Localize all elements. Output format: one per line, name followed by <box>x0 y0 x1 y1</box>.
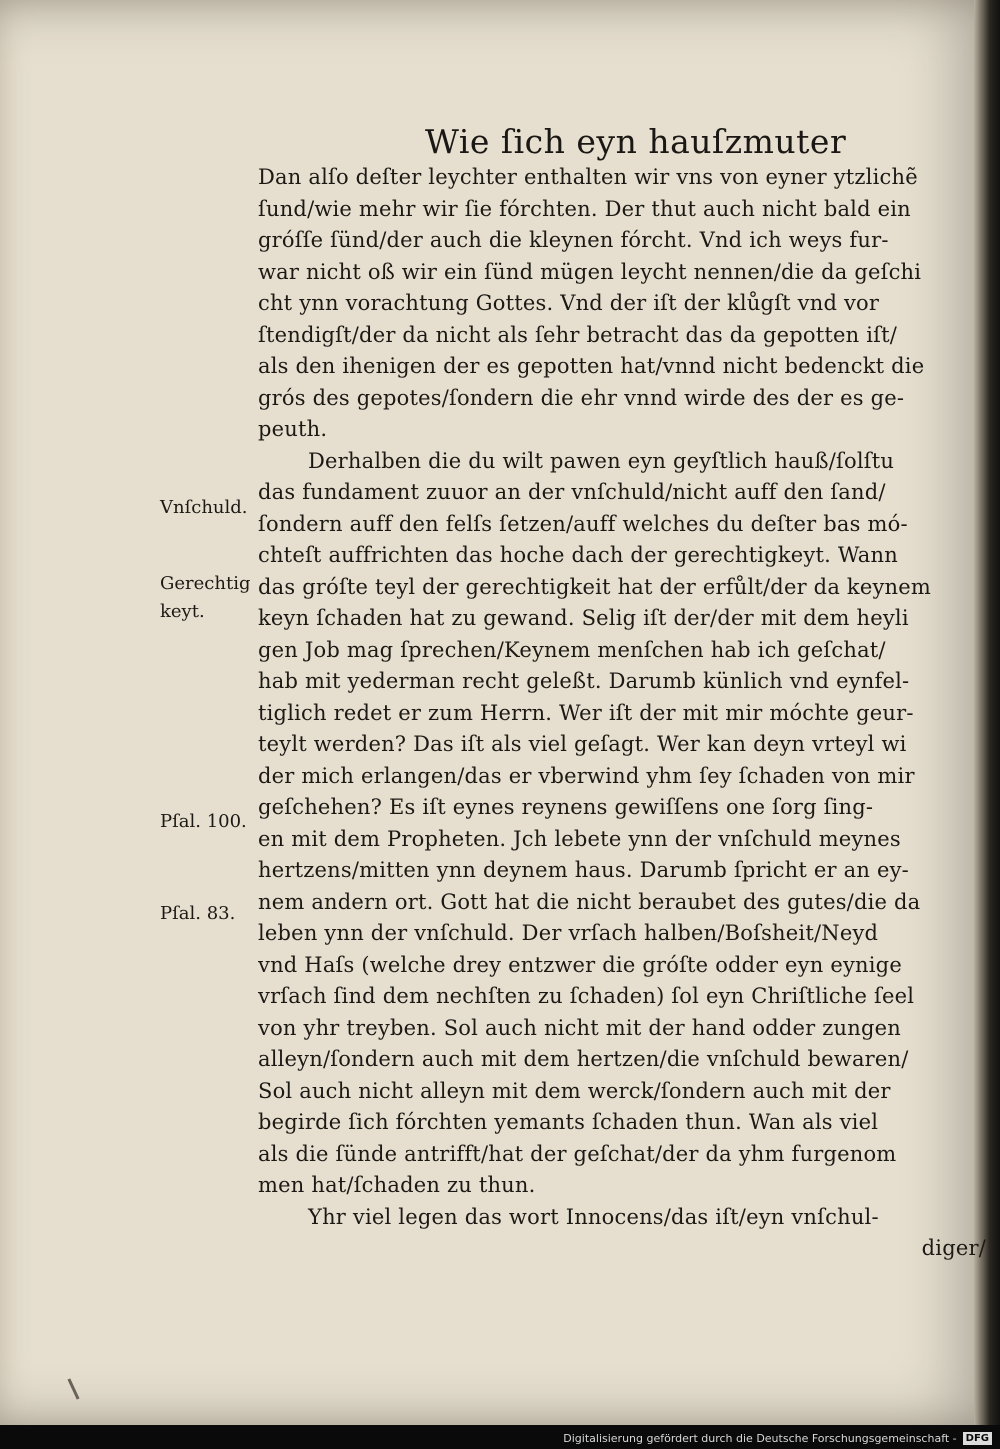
text-line: als den ihenigen der es gepotten hat/vnnd nicht bedenckt die <box>258 354 925 378</box>
text-line: Dan alſo deſter leychter enthalten wir vns von eyner ytzlichẽ <box>258 165 918 189</box>
text-line: ſund/wie mehr wir ſie fórchten. Der thut auch nicht bald ein <box>258 196 911 221</box>
body-text <box>258 162 986 1265</box>
text-line: gen Job mag ſprechen/Keynem menſchen hab ich geſchat/ <box>258 637 886 662</box>
text-line: hertzens/mitten ynn deynem haus. Darumb ſpricht er an ey- <box>258 858 909 882</box>
text-line: der mich erlangen/das er vberwind yhm ſey ſchaden von mir <box>258 763 915 788</box>
page-mark <box>67 1378 79 1399</box>
margin-note: Gerechtig keyt. <box>160 573 251 622</box>
text-line: war nicht oß wir ein ſünd mügen leycht nennen/die da geſchi <box>258 259 922 284</box>
text-line: peuth. <box>258 417 328 441</box>
text-line: von yhr treyben. Sol auch nicht mit der hand odder zungen <box>258 1015 901 1040</box>
text-line: grós des gepotes/ſondern die ehr vnnd wirde des der es ge- <box>258 385 905 410</box>
margin-note: Pſal. 100. <box>160 811 247 832</box>
text-line: keyn ſchaden hat zu gewand. Selig iſt der/der mit dem heyli <box>258 606 909 630</box>
text-line: vnd Haſs (welche drey entzwer die gróſte odder eyn eynige <box>258 952 902 977</box>
text-line: als die ſünde antrifft/hat der geſchat/der da yhm furgenom <box>258 1141 897 1166</box>
text-line: cht ynn vorachtung Gottes. Vnd der iſt der klůgſt vnd vor <box>258 291 880 315</box>
margin-note: Pſal. 83. <box>160 903 236 924</box>
text-line: ſondern auff den felſs ſetzen/auff welches du deſter bas mó- <box>258 511 908 536</box>
running-header: Wie ſich eyn hauſzmuter <box>425 122 847 161</box>
text-line: teylt werden? Das iſt als viel geſagt. Wer kan deyn vrteyl wi <box>258 732 907 756</box>
text-line: das fundament zuuor an der vnſchuld/nicht auff den ſand/ <box>258 480 886 504</box>
text-line: alleyn/ſondern auch mit dem hertzen/die vnſchuld bewaren/ <box>258 1047 909 1071</box>
text-line: chteſt auffrichten das hoche dach der gerechtigkeyt. Wann <box>258 543 898 567</box>
catchword: diger/ <box>921 1236 986 1260</box>
text-line: Yhr viel legen das wort Innocens/das iſt/eyn vnſchul- <box>308 1204 879 1229</box>
text-line: nem andern ort. Gott hat die nicht beraubet des gutes/die da <box>258 889 921 914</box>
text-line: gróſſe ſünd/der auch die kleynen fórcht. Vnd ich weys fur- <box>258 228 889 252</box>
text-line: Sol auch nicht alleyn mit dem werck/ſondern auch mit der <box>258 1078 891 1103</box>
text-line: ſtendigſt/der da nicht als ſehr betracht das da gepotten iſt/ <box>258 322 898 347</box>
text-line: das gróſte teyl der gerechtigkeit hat der erfůlt/der da keynem <box>258 574 932 599</box>
digitization-footer <box>563 1432 992 1445</box>
text-line: men hat/ſchaden zu thun. <box>258 1173 536 1197</box>
text-line: tiglich redet er zum Herrn. Wer iſt der mit mir móchte geur- <box>258 700 914 725</box>
text-line: Derhalben die du wilt pawen eyn geyſtlich hauß/ſolſtu <box>308 448 895 473</box>
text-line: vrſach ſind dem nechſten zu ſchaden) ſol eyn Chriſtliche ſeel <box>258 984 915 1008</box>
text-line: geſchehen? Es iſt eynes reynens gewiſſens one ſorg ſing- <box>258 795 874 819</box>
dfg-logo: DFG <box>963 1432 992 1445</box>
footer-text: Digitalisierung gefördert durch die Deutsche Forschungsgemeinschaft - <box>563 1432 957 1445</box>
text-line: hab mit yederman recht geleßt. Darumb künlich vnd eynfel- <box>258 669 910 693</box>
text-line: begirde ſich fórchten yemants ſchaden thun. Wan als viel <box>258 1110 879 1134</box>
text-line: leben ynn der vnſchuld. Der vrſach halben/Boſsheit/Neyd <box>258 921 879 945</box>
text-line: en mit dem Propheten. Jch lebete ynn der vnſchuld meynes <box>258 826 901 851</box>
margin-note: Vnſchuld. <box>160 497 248 518</box>
